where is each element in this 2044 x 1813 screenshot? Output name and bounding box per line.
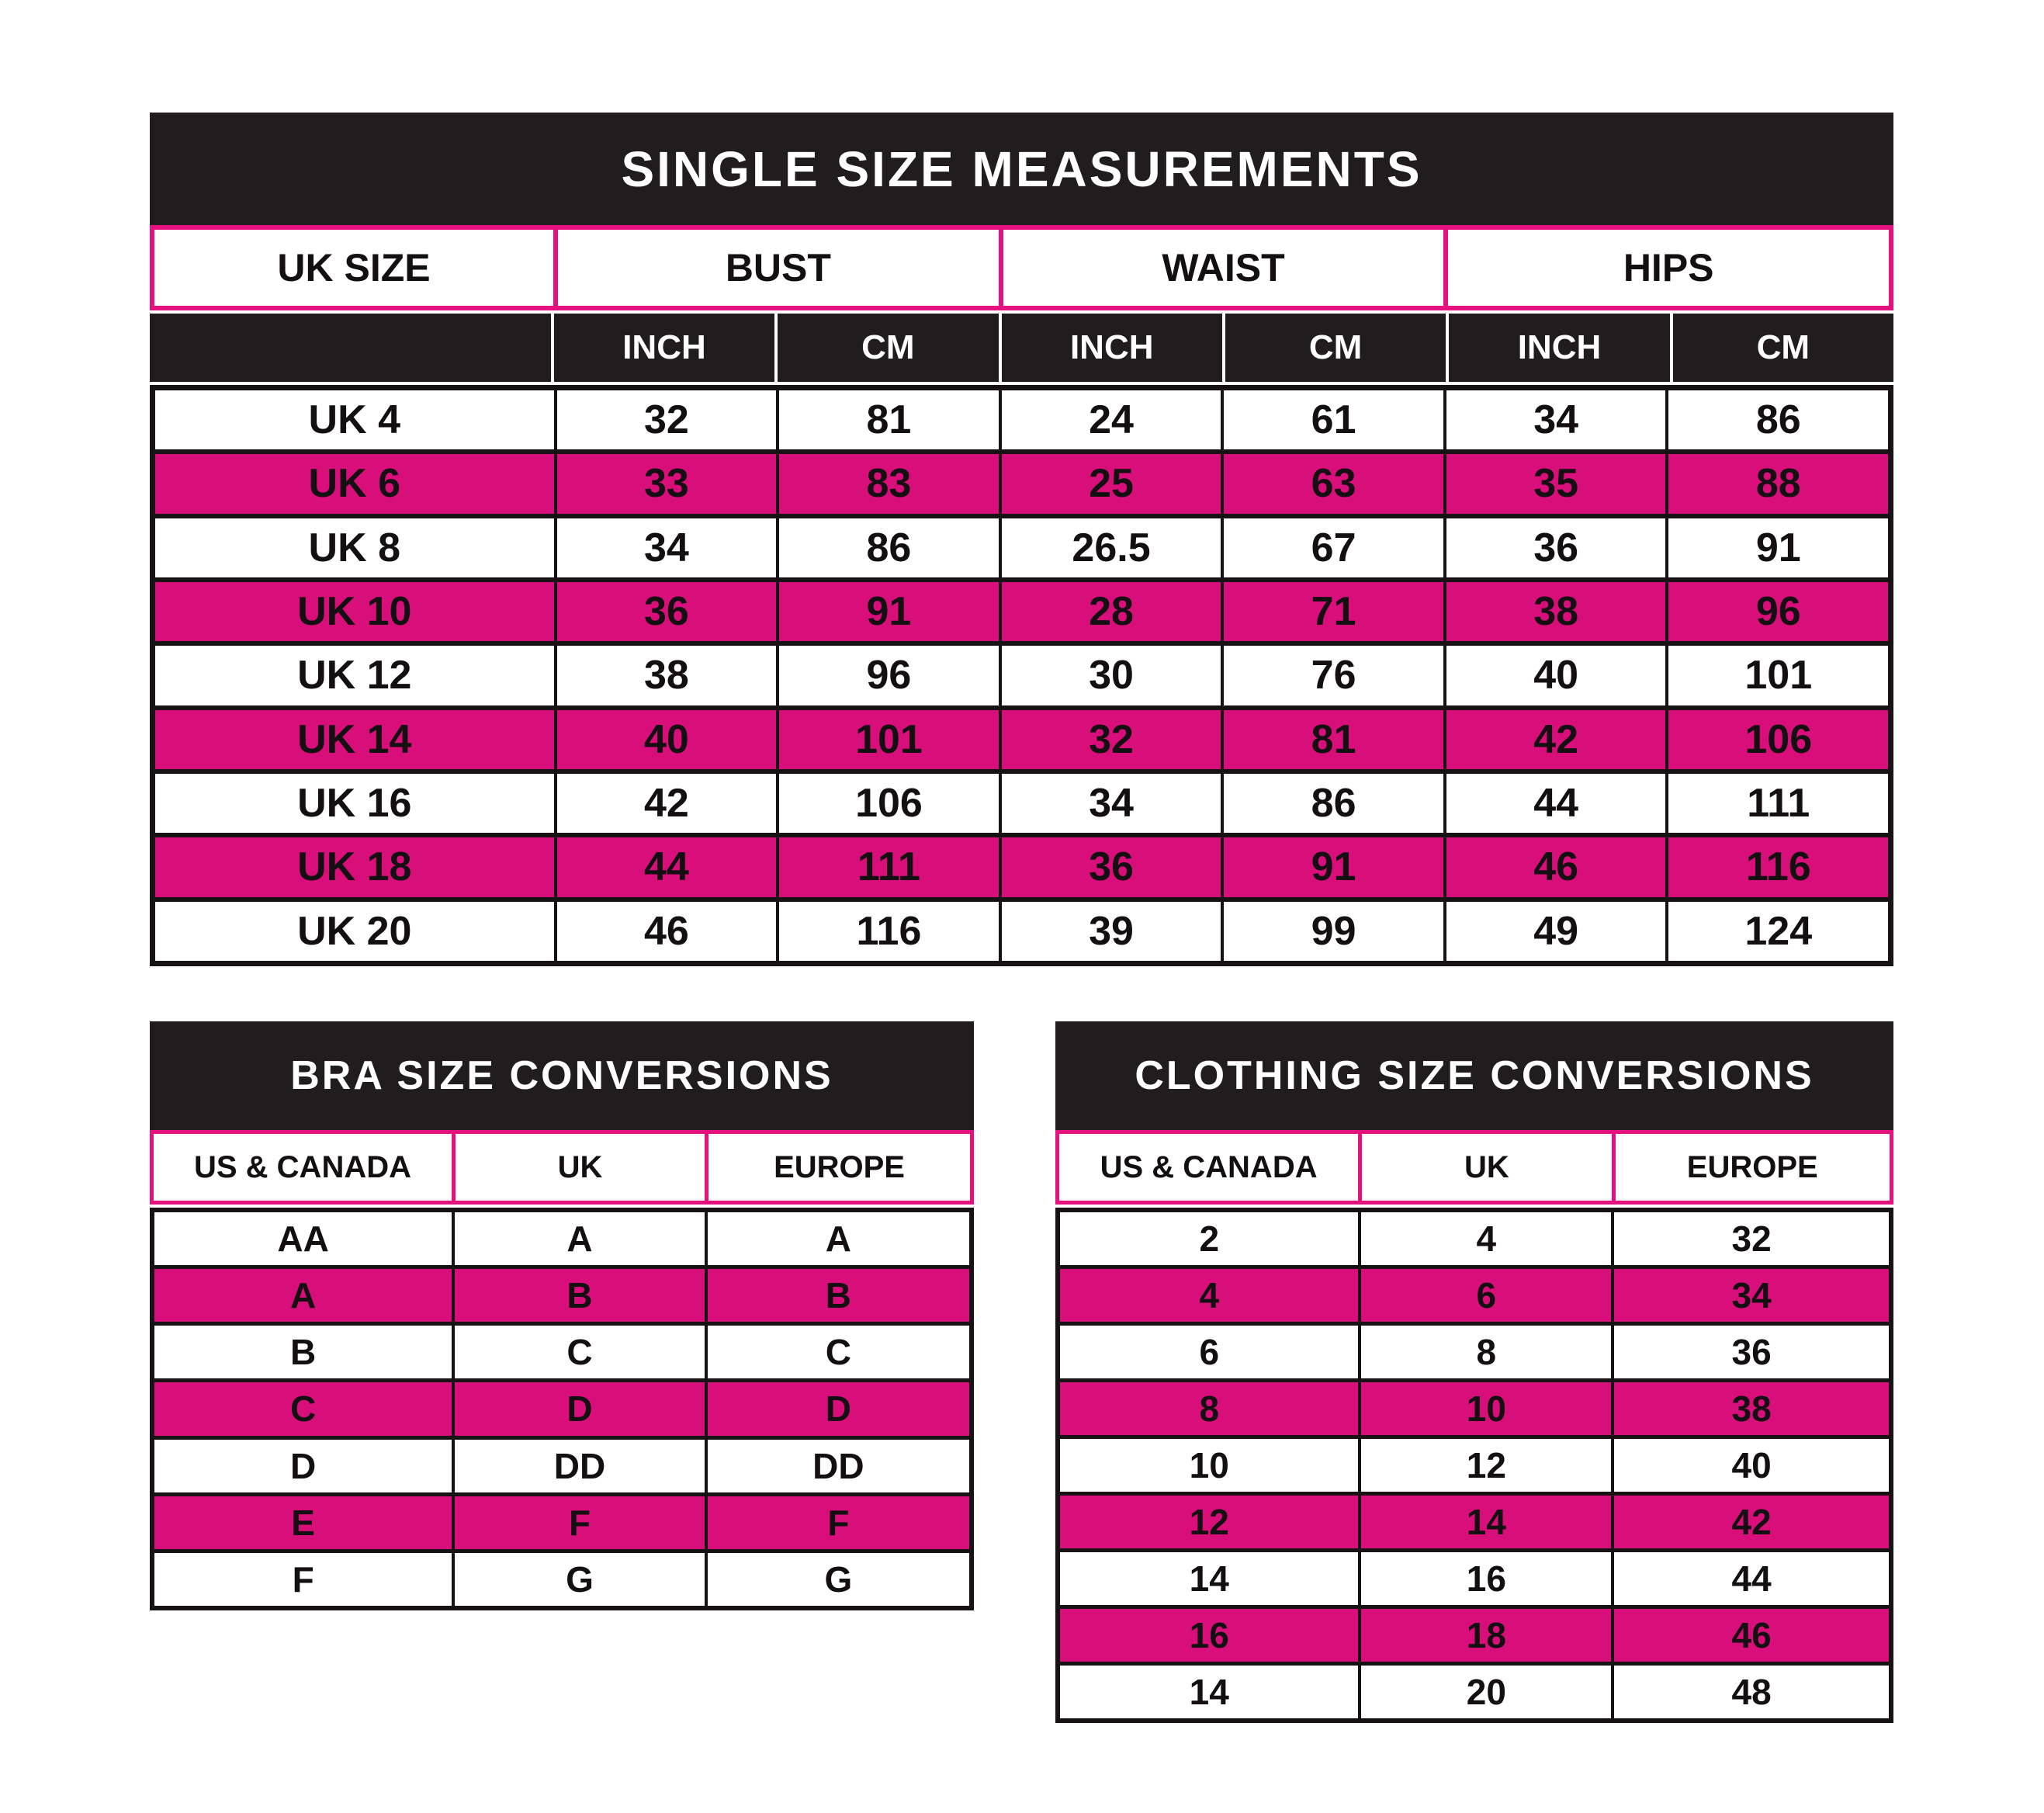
table-cell: 91 [1221,837,1443,896]
table-cell: 28 [999,582,1221,641]
table-row [155,769,1888,833]
table-cell: C [290,1388,317,1430]
unit-header-bust-inch: INCH [554,314,774,382]
table-cell: 38 [1611,1382,1889,1435]
table-cell: 106 [1665,710,1888,769]
table-cell: F [452,1496,705,1549]
table-cell: A [705,1212,969,1265]
table-cell: 2 [1199,1218,1220,1259]
table-row [155,833,1888,896]
table-cell: 32 [554,390,777,449]
table-cell: 86 [1665,390,1888,449]
table-cell: 88 [1665,454,1888,513]
table-row [1060,1265,1889,1322]
group-header-hips: HIPS [1443,230,1889,306]
table-cell: 81 [776,390,999,449]
table-cell: 38 [1443,582,1666,641]
table-cell: D [705,1382,969,1435]
table-row [154,1549,969,1606]
table-row [1060,1492,1889,1548]
table-cell: UK 10 [297,589,412,635]
table-cell: 46 [1443,837,1666,896]
table-cell: 63 [1221,454,1443,513]
table-cell: UK 16 [297,781,412,827]
table-cell: 83 [776,454,999,513]
table-cell: 44 [1611,1552,1889,1605]
table-row [1060,1322,1889,1378]
table-row [1060,1662,1889,1718]
table-cell: 16 [1189,1615,1229,1655]
table-cell: C [705,1326,969,1378]
table-row [155,641,1888,705]
table-row [155,390,1888,449]
table-cell: 30 [999,646,1221,705]
table-row [154,1378,969,1435]
table-row [154,1212,969,1265]
bra-size-conversions-table [150,1021,974,1610]
table-cell: 49 [1443,902,1666,961]
table-cell: 18 [1358,1609,1611,1662]
unit-header-hips-cm: CM [1673,314,1893,382]
table-cell: 6 [1199,1332,1220,1372]
table-cell: 36 [1611,1326,1889,1378]
table-cell: 44 [554,837,777,896]
table-cell: 46 [1611,1609,1889,1662]
table-cell: 96 [776,646,999,705]
table-cell: 40 [1611,1439,1889,1492]
table-cell: F [705,1496,969,1549]
table-row [154,1436,969,1492]
table-cell: 111 [776,837,999,896]
table-cell: 40 [554,710,777,769]
table-cell: 124 [1665,902,1888,961]
table-cell: 10 [1189,1445,1229,1485]
table-cell: 42 [1611,1496,1889,1548]
table-cell: 86 [1221,774,1443,833]
group-header-row [150,225,1893,310]
table-cell: 81 [1221,710,1443,769]
table-cell: G [705,1553,969,1606]
column-header-europe: EUROPE [1612,1134,1890,1201]
table-cell: 34 [554,518,777,577]
column-header-row [1055,1130,1893,1205]
clothing-size-conversions-table [1055,1021,1893,1723]
column-header-uk: UK [452,1134,705,1201]
table-cell: B [452,1269,705,1322]
table-cell: 99 [1221,902,1443,961]
table-cell: 38 [554,646,777,705]
table-cell: 33 [554,454,777,513]
table-cell: 36 [1443,518,1666,577]
table-cell: 71 [1221,582,1443,641]
unit-header-hips-inch: INCH [1449,314,1669,382]
table-title: CLOTHING SIZE CONVERSIONS [1055,1021,1893,1130]
table-cell: 14 [1189,1672,1229,1712]
column-header-us-canada: US & CANADA [1100,1149,1318,1184]
table-cell: 6 [1358,1269,1611,1322]
table-cell: A [290,1275,317,1316]
table-cell: G [452,1553,705,1606]
table-cell: 16 [1358,1552,1611,1605]
column-header-row [150,1130,974,1205]
table-cell: 116 [776,902,999,961]
table-title: BRA SIZE CONVERSIONS [150,1021,974,1130]
table-row [1060,1378,1889,1435]
table-cell: C [452,1326,705,1378]
table-cell: 101 [776,710,999,769]
unit-header-waist-cm: CM [1225,314,1446,382]
table-cell: UK 20 [297,908,412,954]
table-cell: UK 12 [297,653,412,699]
table-cell: 48 [1611,1666,1889,1718]
table-cell: 34 [1443,390,1666,449]
table-cell: 106 [776,774,999,833]
table-title: SINGLE SIZE MEASUREMENTS [150,113,1893,225]
table-cell: 35 [1443,454,1666,513]
table-cell: 44 [1443,774,1666,833]
table-cell: 10 [1358,1382,1611,1435]
table-cell: 26.5 [999,518,1221,577]
table-row [154,1265,969,1322]
table-cell: 14 [1358,1496,1611,1548]
table-cell: 8 [1358,1326,1611,1378]
table-row [1060,1548,1889,1605]
table-cell: DD [705,1440,969,1492]
table-cell: 34 [999,774,1221,833]
table-cell: 67 [1221,518,1443,577]
table-cell: UK 14 [297,716,412,762]
table-cell: UK 4 [308,397,401,443]
unit-header-row [150,314,1893,382]
single-size-measurements-table [150,113,1893,966]
table-cell: B [705,1269,969,1322]
unit-header-spacer [150,314,551,382]
table-row [1060,1605,1889,1662]
table-cell: 91 [1665,518,1888,577]
table-cell: 4 [1199,1275,1220,1316]
table-cell: 86 [776,518,999,577]
column-header-us-canada: US & CANADA [193,1149,411,1184]
group-header-uk-size: UK SIZE [277,246,431,289]
table-row [155,449,1888,513]
table-cell: 34 [1611,1269,1889,1322]
table-cell: UK 8 [308,525,401,570]
unit-header-bust-cm: CM [778,314,998,382]
table-row [155,514,1888,577]
table-cell: 96 [1665,582,1888,641]
table-cell: F [292,1558,314,1600]
table-cell: A [452,1212,705,1265]
table-cell: 12 [1189,1502,1229,1542]
group-header-bust: BUST [553,230,999,306]
table-cell: 101 [1665,646,1888,705]
table-cell: 36 [999,837,1221,896]
table-row [154,1492,969,1549]
table-cell: 4 [1358,1212,1611,1265]
table-cell: 14 [1189,1558,1229,1599]
table-cell: 116 [1665,837,1888,896]
table-cell: 32 [1611,1212,1889,1265]
unit-header-waist-inch: INCH [1002,314,1222,382]
table-cell: 42 [1443,710,1666,769]
table-row [155,705,1888,769]
table-body [1055,1208,1893,1723]
table-cell: D [452,1382,705,1435]
table-cell: 42 [554,774,777,833]
table-cell: AA [277,1218,329,1260]
table-cell: 111 [1665,774,1888,833]
table-body [150,385,1893,966]
table-row [1060,1212,1889,1265]
table-cell: 20 [1358,1666,1611,1718]
table-cell: 25 [999,454,1221,513]
table-row [1060,1435,1889,1492]
table-cell: 91 [776,582,999,641]
table-cell: 8 [1199,1388,1220,1429]
table-cell: 40 [1443,646,1666,705]
table-cell: 61 [1221,390,1443,449]
table-cell: 36 [554,582,777,641]
table-cell: 46 [554,902,777,961]
table-cell: 12 [1358,1439,1611,1492]
table-cell: UK 6 [308,461,401,507]
table-cell: 24 [999,390,1221,449]
table-cell: UK 18 [297,844,412,890]
table-cell: 76 [1221,646,1443,705]
table-row [155,577,1888,641]
table-cell: D [290,1445,317,1486]
table-cell: E [291,1502,315,1543]
table-body [150,1208,974,1610]
table-cell: DD [452,1440,705,1492]
table-row [155,897,1888,961]
table-cell: 32 [999,710,1221,769]
column-header-uk: UK [1358,1134,1611,1201]
column-header-europe: EUROPE [705,1134,970,1201]
table-row [154,1322,969,1378]
group-header-waist: WAIST [999,230,1444,306]
table-cell: 39 [999,902,1221,961]
table-cell: B [290,1332,317,1373]
